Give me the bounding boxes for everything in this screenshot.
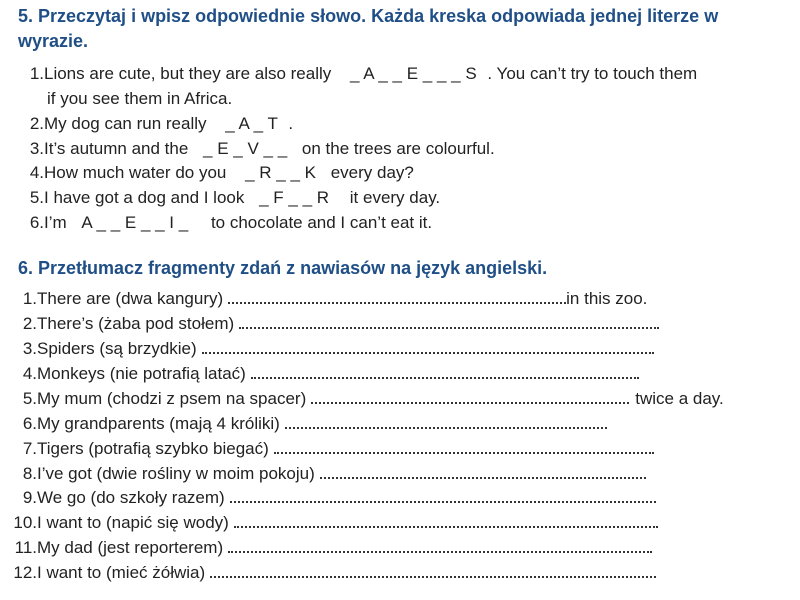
- exercise-5-title: 5. Przeczytaj i wpisz odpowiednie słowo. Każda kreska odpowiada jednej literze w wyrazie.: [18, 6, 719, 51]
- item-text-after: .: [288, 114, 294, 133]
- exercise-5-item: [0, 213, 432, 233]
- exercise-6-item: [0, 314, 659, 334]
- item-text: I want to (napić się wody): [37, 513, 229, 532]
- item-number: 4.: [22, 364, 37, 383]
- item-text: My dog can run really: [44, 114, 207, 133]
- answer-line[interactable]: [202, 351, 654, 354]
- item-text: I’ve got (dwie rośliny w moim pokoju): [37, 464, 315, 483]
- item-number: 12.: [13, 563, 37, 582]
- item-text-after: twice a day.: [635, 389, 724, 408]
- item-number: 2.: [22, 314, 37, 333]
- item-number: 6.: [29, 213, 44, 232]
- item-number: 7.: [22, 439, 37, 458]
- item-text: There’s (żaba pod stołem): [37, 314, 235, 333]
- item-number: 2.: [29, 114, 44, 133]
- answer-line[interactable]: [230, 500, 656, 503]
- answer-line[interactable]: [320, 476, 646, 479]
- answer-line[interactable]: [311, 401, 629, 404]
- letter-pattern[interactable]: A _ _ E _ _ I _: [81, 213, 189, 232]
- item-number: 1.: [29, 64, 44, 83]
- item-text-after: . You can’t try to touch them: [487, 64, 698, 83]
- exercise-6-item: [0, 538, 652, 558]
- item-text: We go (do szkoły razem): [37, 488, 225, 507]
- item-text-after: every day?: [330, 163, 414, 182]
- exercise-5-item: [0, 64, 697, 84]
- item-number: 10.: [13, 513, 37, 532]
- exercise-6-item: [0, 289, 647, 309]
- item-number: 3.: [29, 139, 44, 158]
- exercise-6-item: [0, 464, 646, 484]
- letter-pattern[interactable]: _ E _ V _ _: [203, 139, 288, 158]
- exercise-6-item: [0, 389, 724, 409]
- item-text: How much water do you: [44, 163, 227, 182]
- item-text: My mum (chodzi z psem na spacer): [37, 389, 307, 408]
- answer-line[interactable]: [234, 525, 658, 528]
- item-text-after: on the trees are colourful.: [301, 139, 495, 158]
- item-number: 9.: [22, 488, 37, 507]
- item-text-after: it every day.: [349, 188, 441, 207]
- item-text: Tigers (potrafią szybko biegać): [37, 439, 269, 458]
- item-text: Monkeys (nie potrafią latać): [37, 364, 246, 383]
- item-text: My grandparents (mają 4 króliki): [37, 414, 280, 433]
- answer-line[interactable]: [239, 326, 659, 329]
- item-number: 4.: [29, 163, 44, 182]
- exercise-5-item: [0, 163, 414, 183]
- exercise-6-item: [0, 513, 658, 533]
- item-continuation: if you see them in Africa.: [47, 89, 233, 108]
- letter-pattern[interactable]: _ F _ _ R: [259, 188, 330, 207]
- answer-line[interactable]: [228, 550, 652, 553]
- item-number: 8.: [22, 464, 37, 483]
- item-text: There are (dwa kangury): [37, 289, 224, 308]
- item-text: I’m: [44, 213, 67, 232]
- letter-pattern[interactable]: _ R _ _ K: [245, 163, 316, 182]
- exercise-6-item: [0, 364, 639, 384]
- answer-line[interactable]: [285, 426, 607, 429]
- item-number: 6.: [22, 414, 37, 433]
- letter-pattern[interactable]: _ A _ _ E _ _ _ S: [350, 64, 477, 83]
- item-text: Lions are cute, but they are also really: [44, 64, 332, 83]
- exercise-5-item: [0, 139, 495, 159]
- item-number: 5.: [22, 389, 37, 408]
- exercise-6-item: [0, 414, 607, 434]
- answer-line[interactable]: [210, 575, 656, 578]
- item-number: 5.: [29, 188, 44, 207]
- item-text: Spiders (są brzydkie): [37, 339, 197, 358]
- item-number: 11.: [14, 538, 37, 557]
- exercise-5-item: [0, 188, 440, 208]
- answer-line[interactable]: [228, 301, 566, 304]
- answer-line[interactable]: [274, 451, 654, 454]
- exercise-6-item: [0, 488, 656, 508]
- exercise-6-item: [0, 339, 654, 359]
- item-text-after: to chocolate and I can’t eat it.: [210, 213, 433, 232]
- exercise-6-item: [0, 439, 654, 459]
- item-number: 1.: [22, 289, 37, 308]
- letter-pattern[interactable]: _ A _ T: [225, 114, 278, 133]
- exercise-5-item: [0, 114, 293, 134]
- item-number: 3.: [22, 339, 37, 358]
- item-text: I want to (mieć żółwia): [37, 563, 206, 582]
- item-text: My dad (jest reporterem): [37, 538, 224, 557]
- answer-line[interactable]: [251, 376, 639, 379]
- exercise-6-title: 6. Przetłumacz fragmenty zdań z nawiasów na język angielski.: [18, 258, 548, 278]
- item-text: It’s autumn and the: [44, 139, 189, 158]
- item-text-after: in this zoo.: [566, 289, 648, 308]
- exercise-6-item: [0, 563, 656, 583]
- item-text: I have got a dog and I look: [44, 188, 245, 207]
